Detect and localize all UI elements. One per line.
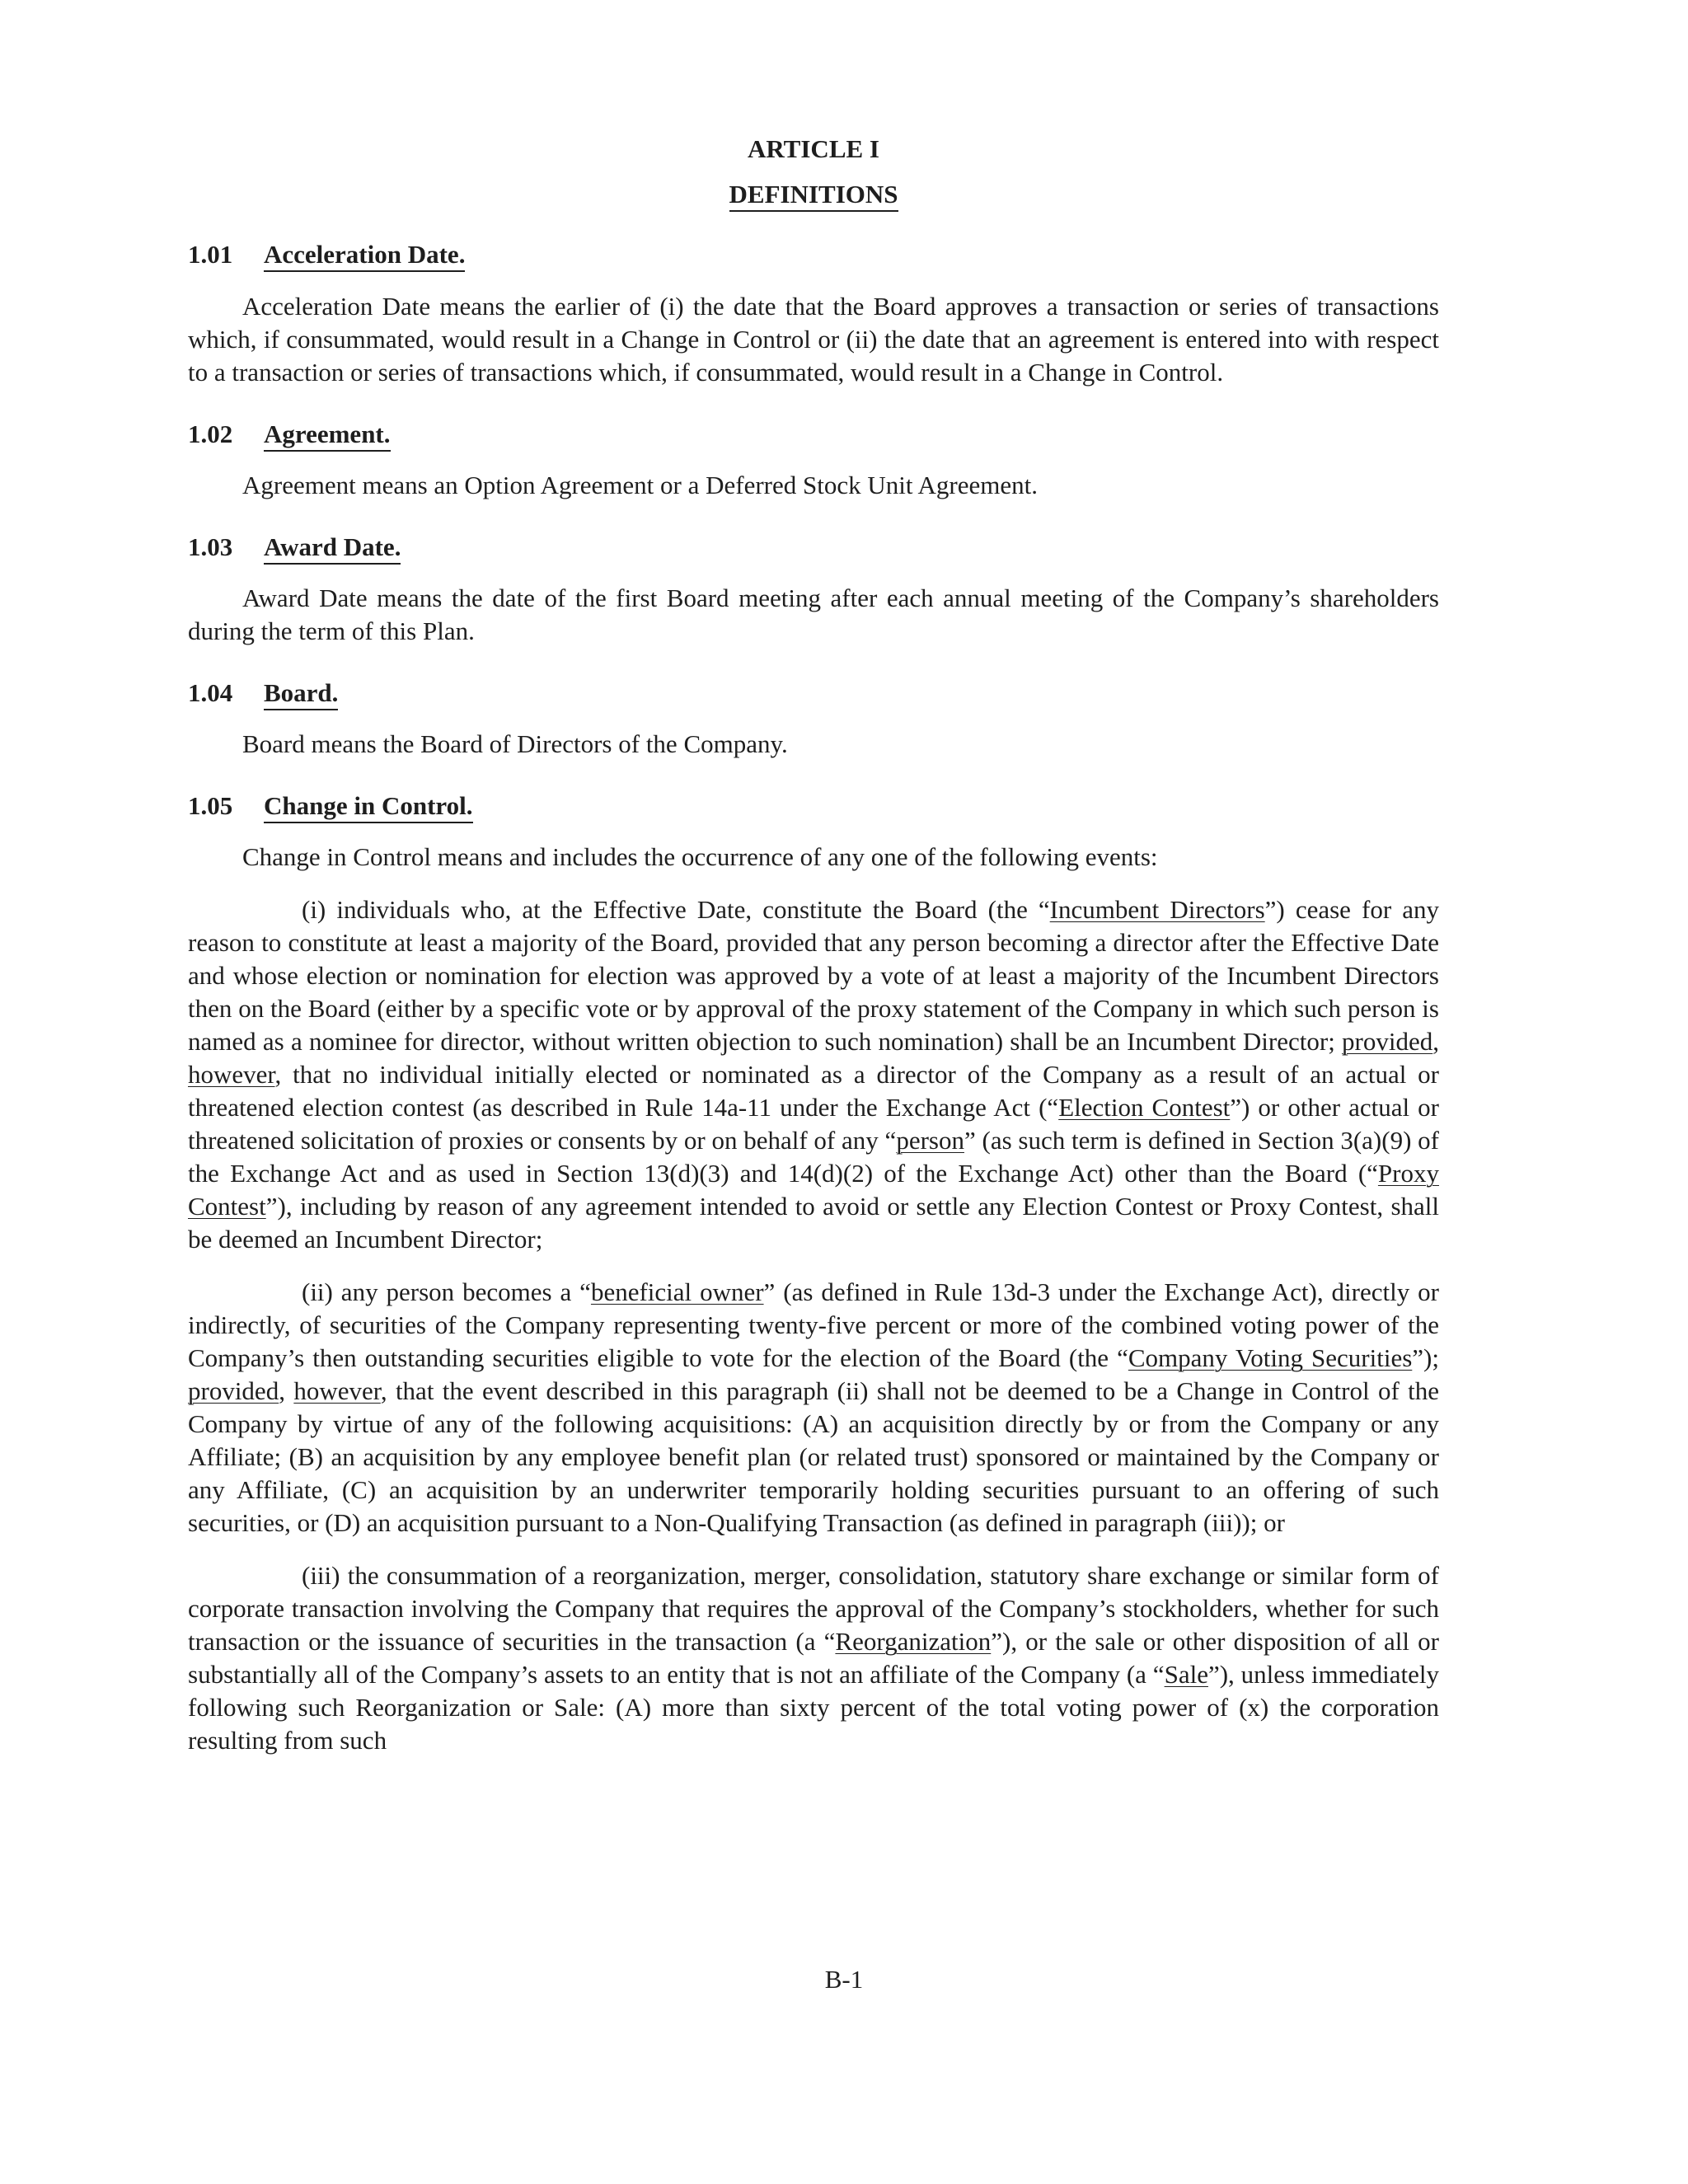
- section-number: 1.01: [188, 240, 233, 269]
- defined-term: Election Contest: [1058, 1093, 1231, 1122]
- section-title: Board.: [264, 678, 338, 710]
- clause-text: (iii) the consummation of a reorganization, merger, consolidation, statutory share exchange or similar form of corporate transaction involving the Company that requires the approval of the Company’s stockholders, whether for such transaction or the issuance of securities in the transaction (a “: [188, 1561, 1439, 1657]
- defined-term: beneficial owner: [590, 1277, 764, 1307]
- section-heading: [188, 239, 1439, 269]
- section-1-01: [188, 239, 1439, 388]
- section-title: Acceleration Date.: [264, 240, 465, 272]
- clause-text: ”);: [1412, 1343, 1439, 1373]
- article-number: ARTICLE I: [748, 134, 879, 163]
- section-title: Change in Control.: [264, 791, 473, 823]
- section-heading: [188, 419, 1439, 449]
- section-heading: [188, 677, 1439, 708]
- section-body: Board means the Board of Directors of the Company.: [242, 729, 788, 759]
- section-number: 1.02: [188, 419, 233, 448]
- section-intro: Change in Control means and includes the occurrence of any one of the following events:: [242, 842, 1158, 872]
- defined-term: Sale: [1164, 1660, 1208, 1690]
- section-1-04: [188, 677, 1439, 761]
- section-body: Agreement means an Option Agreement or a Deferred Stock Unit Agreement.: [242, 470, 1038, 499]
- clause-text: , that no individual initially elected or nominated as a director of the Company as a result of an actual or threatened election contest (as described in Rule 14a-11 under the Exchange Act (“: [188, 1060, 1439, 1122]
- clause-text: ”) cease for any reason to constitute at least a majority of the Board, provided that any person becoming a director after the Effective Date and whose election or nomination for election was approved by a vote of at least a majority of the Incumbent Directors then on the Board (either by a specific vote or by approval of the proxy statement of the Company in which such person is named as a nominee for director, without written objection to such nomination) shall be an Incumbent Director;: [188, 895, 1439, 1057]
- clause-text: ”), including by reason of any agreement intended to avoid or settle any Election Contest or Proxy Contest, shall be deemed an Incumbent Director;: [188, 1192, 1439, 1254]
- clause-iii: [188, 1559, 1439, 1757]
- section-body: Award Date means the date of the first Board meeting after each annual meeting of the Company’s shareholders during the term of this Plan.: [188, 583, 1439, 645]
- clause-text: ”) or other actual or threatened solicitation of proxies or consents by or on behalf of any “: [188, 1093, 1439, 1155]
- defined-term: person: [896, 1126, 964, 1155]
- defined-term: provided: [188, 1376, 279, 1406]
- article-title-text: DEFINITIONS: [729, 180, 898, 212]
- clause-text: (ii) any person becomes a “: [302, 1277, 591, 1307]
- section-1-05: [188, 790, 1439, 1757]
- section-title: Agreement.: [264, 419, 391, 452]
- section-number: 1.04: [188, 677, 233, 707]
- section-number: 1.05: [188, 791, 233, 821]
- defined-term: Reorganization: [835, 1627, 992, 1657]
- defined-term: Incumbent Directors: [1049, 895, 1265, 925]
- clause-text: ”), unless immediately following such Reorganization or Sale: (A) more than sixty percent of the total voting power of (x) the corporation resulting from such: [188, 1660, 1439, 1755]
- clause-text: ” (as such term is defined in Section 3(a)(9) of the Exchange Act and as used in Section 13(d)(3) and 14(d)(2) of the Exchange Act) other than the Board (“: [188, 1126, 1439, 1188]
- section-heading: [188, 790, 1439, 821]
- clause-text: (i) individuals who, at the Effective Date, constitute the Board (the “: [302, 895, 1050, 925]
- defined-term: however: [293, 1376, 381, 1406]
- section-1-02: [188, 419, 1439, 502]
- clause-i: [188, 893, 1439, 1256]
- page-number: B-1: [824, 1965, 864, 1994]
- section-heading: [188, 532, 1439, 562]
- clause-text: ”), or the sale or other disposition of all or substantially all of the Company’s assets to an entity that is not an affiliate of the Company (a “: [188, 1627, 1439, 1690]
- clause-text: , that the event described in this paragraph (ii) shall not be deemed to be a Change in Control of the Company by virtue of any of the following acquisitions: (A) an acquisition directly by or from the Company or any Affiliate; (B) an acquisition by any employee benefit plan (or related trust) sponsored or maintained by the Company or any Affiliate, (C) an acquisition by an underwriter temporarily holding securities pursuant to an offering of such securities, or (D) an acquisition pursuant to a Non-Qualifying Transaction (as defined in paragraph (iii)); or: [188, 1376, 1440, 1538]
- section-title: Award Date.: [264, 532, 401, 565]
- article-title: [188, 179, 1439, 209]
- document-page: [188, 124, 1439, 1757]
- section-number: 1.03: [188, 532, 233, 561]
- defined-term: Proxy Contest: [188, 1159, 1439, 1221]
- clause-ii: [188, 1276, 1439, 1540]
- defined-term: Company Voting Securities: [1128, 1343, 1413, 1373]
- defined-term: however: [188, 1060, 275, 1090]
- section-body: Acceleration Date means the earlier of (i) the date that the Board approves a transaction or series of transactions which, if consummated, would result in a Change in Control or (ii) the date that an agreement is entered into with respect to a transaction or series of transactions which, if consummated, would result in a Change in Control.: [188, 291, 1439, 387]
- defined-term: provided: [1342, 1027, 1433, 1057]
- section-1-03: [188, 532, 1439, 648]
- clause-text: ,: [1432, 1027, 1439, 1057]
- clause-text: ,: [279, 1376, 294, 1406]
- clause-text: ” (as defined in Rule 13d-3 under the Exchange Act), directly or indirectly, of securities of the Company representing twenty-five percent or more of the combined voting power of the Company’s then outstanding securities eligible to vote for the election of the Board (the “: [188, 1277, 1439, 1373]
